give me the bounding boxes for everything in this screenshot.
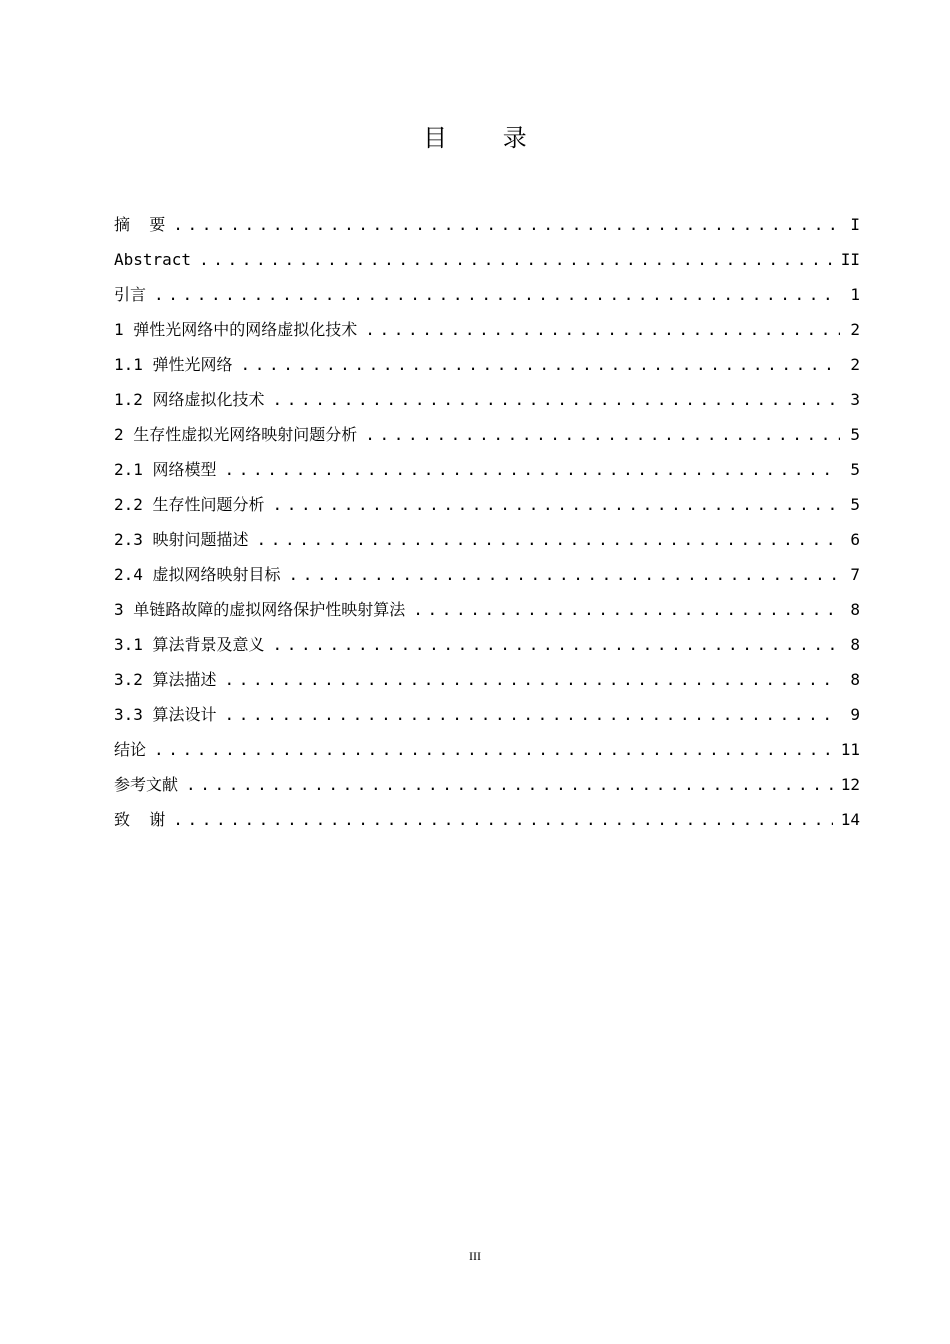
toc-entry-page: 5 bbox=[850, 425, 860, 444]
page-number: III bbox=[469, 1249, 481, 1263]
toc-entry-page: I bbox=[850, 215, 860, 234]
toc-entry-label: 3.3 算法设计 bbox=[114, 705, 217, 724]
toc-entry-page: II bbox=[840, 250, 860, 269]
toc-entry[interactable] bbox=[114, 522, 860, 557]
toc-entry-page: 5 bbox=[850, 495, 860, 514]
toc-leader-dots bbox=[199, 242, 833, 277]
toc-entry-page: 8 bbox=[850, 600, 860, 619]
toc-entry-page: 8 bbox=[850, 670, 860, 689]
toc-entry[interactable] bbox=[114, 662, 860, 697]
toc-leader-dots bbox=[289, 557, 840, 592]
toc-leader-dots bbox=[225, 452, 840, 487]
toc-title: 目 录 bbox=[423, 124, 551, 152]
toc-entry-page: 14 bbox=[840, 810, 860, 829]
toc-leader-dots bbox=[225, 697, 840, 732]
toc-leader-dots bbox=[241, 347, 840, 382]
toc-entry-page: 1 bbox=[850, 285, 860, 304]
toc-entry-label: 引言 bbox=[114, 285, 147, 304]
toc-entry-label: 参考文献 bbox=[114, 775, 179, 794]
toc-entry-label: 3 单链路故障的虚拟网络保护性映射算法 bbox=[114, 600, 406, 619]
toc-leader-dots bbox=[273, 487, 840, 522]
toc-leader-dots bbox=[186, 767, 833, 802]
toc-leader-dots bbox=[365, 417, 840, 452]
toc-entry[interactable] bbox=[114, 732, 860, 767]
toc-list bbox=[114, 207, 860, 837]
toc-entry[interactable] bbox=[114, 557, 860, 592]
toc-leader-dots bbox=[225, 662, 840, 697]
toc-leader-dots bbox=[273, 382, 840, 417]
toc-entry-label: 2.1 网络模型 bbox=[114, 460, 217, 479]
toc-entry[interactable] bbox=[114, 382, 860, 417]
toc-leader-dots bbox=[154, 732, 833, 767]
toc-entry-page: 11 bbox=[840, 740, 860, 759]
toc-entry[interactable] bbox=[114, 697, 860, 732]
toc-entry[interactable] bbox=[114, 592, 860, 627]
toc-leader-dots bbox=[273, 627, 840, 662]
toc-entry[interactable] bbox=[114, 627, 860, 662]
toc-leader-dots bbox=[413, 592, 840, 627]
toc-entry-label: 2 生存性虚拟光网络映射问题分析 bbox=[114, 425, 358, 444]
toc-entry-page: 3 bbox=[850, 390, 860, 409]
toc-entry[interactable] bbox=[114, 452, 860, 487]
toc-entry-label: 1 弹性光网络中的网络虚拟化技术 bbox=[114, 320, 358, 339]
toc-entry-label: 致 谢 bbox=[114, 810, 166, 829]
toc-entry-page: 5 bbox=[850, 460, 860, 479]
toc-entry-page: 6 bbox=[850, 530, 860, 549]
toc-entry-label: 3.1 算法背景及意义 bbox=[114, 635, 265, 654]
toc-entry-label: 3.2 算法描述 bbox=[114, 670, 217, 689]
toc-entry-page: 12 bbox=[840, 775, 860, 794]
toc-entry-page: 8 bbox=[850, 635, 860, 654]
toc-entry-page: 9 bbox=[850, 705, 860, 724]
toc-entry-label: 1.2 网络虚拟化技术 bbox=[114, 390, 265, 409]
toc-entry[interactable] bbox=[114, 802, 860, 837]
toc-entry[interactable] bbox=[114, 312, 860, 347]
toc-entry[interactable] bbox=[114, 347, 860, 382]
toc-entry[interactable] bbox=[114, 207, 860, 242]
toc-entry-page: 2 bbox=[850, 355, 860, 374]
toc-leader-dots bbox=[173, 207, 840, 242]
toc-entry[interactable] bbox=[114, 242, 860, 277]
toc-entry-page: 2 bbox=[850, 320, 860, 339]
toc-leader-dots bbox=[154, 277, 840, 312]
toc-entry-label: 2.2 生存性问题分析 bbox=[114, 495, 265, 514]
toc-entry[interactable] bbox=[114, 487, 860, 522]
toc-entry-label: Abstract bbox=[114, 250, 192, 269]
toc-entry-label: 2.4 虚拟网络映射目标 bbox=[114, 565, 281, 584]
toc-entry-page: 7 bbox=[850, 565, 860, 584]
toc-entry-label: 1.1 弹性光网络 bbox=[114, 355, 233, 374]
toc-entry-label: 摘 要 bbox=[114, 215, 166, 234]
toc-entry-label: 2.3 映射问题描述 bbox=[114, 530, 249, 549]
toc-leader-dots bbox=[257, 522, 840, 557]
toc-entry[interactable] bbox=[114, 767, 860, 802]
toc-entry[interactable] bbox=[114, 277, 860, 312]
toc-leader-dots bbox=[365, 312, 840, 347]
toc-leader-dots bbox=[173, 802, 832, 837]
toc-entry[interactable] bbox=[114, 417, 860, 452]
toc-entry-label: 结论 bbox=[114, 740, 147, 759]
